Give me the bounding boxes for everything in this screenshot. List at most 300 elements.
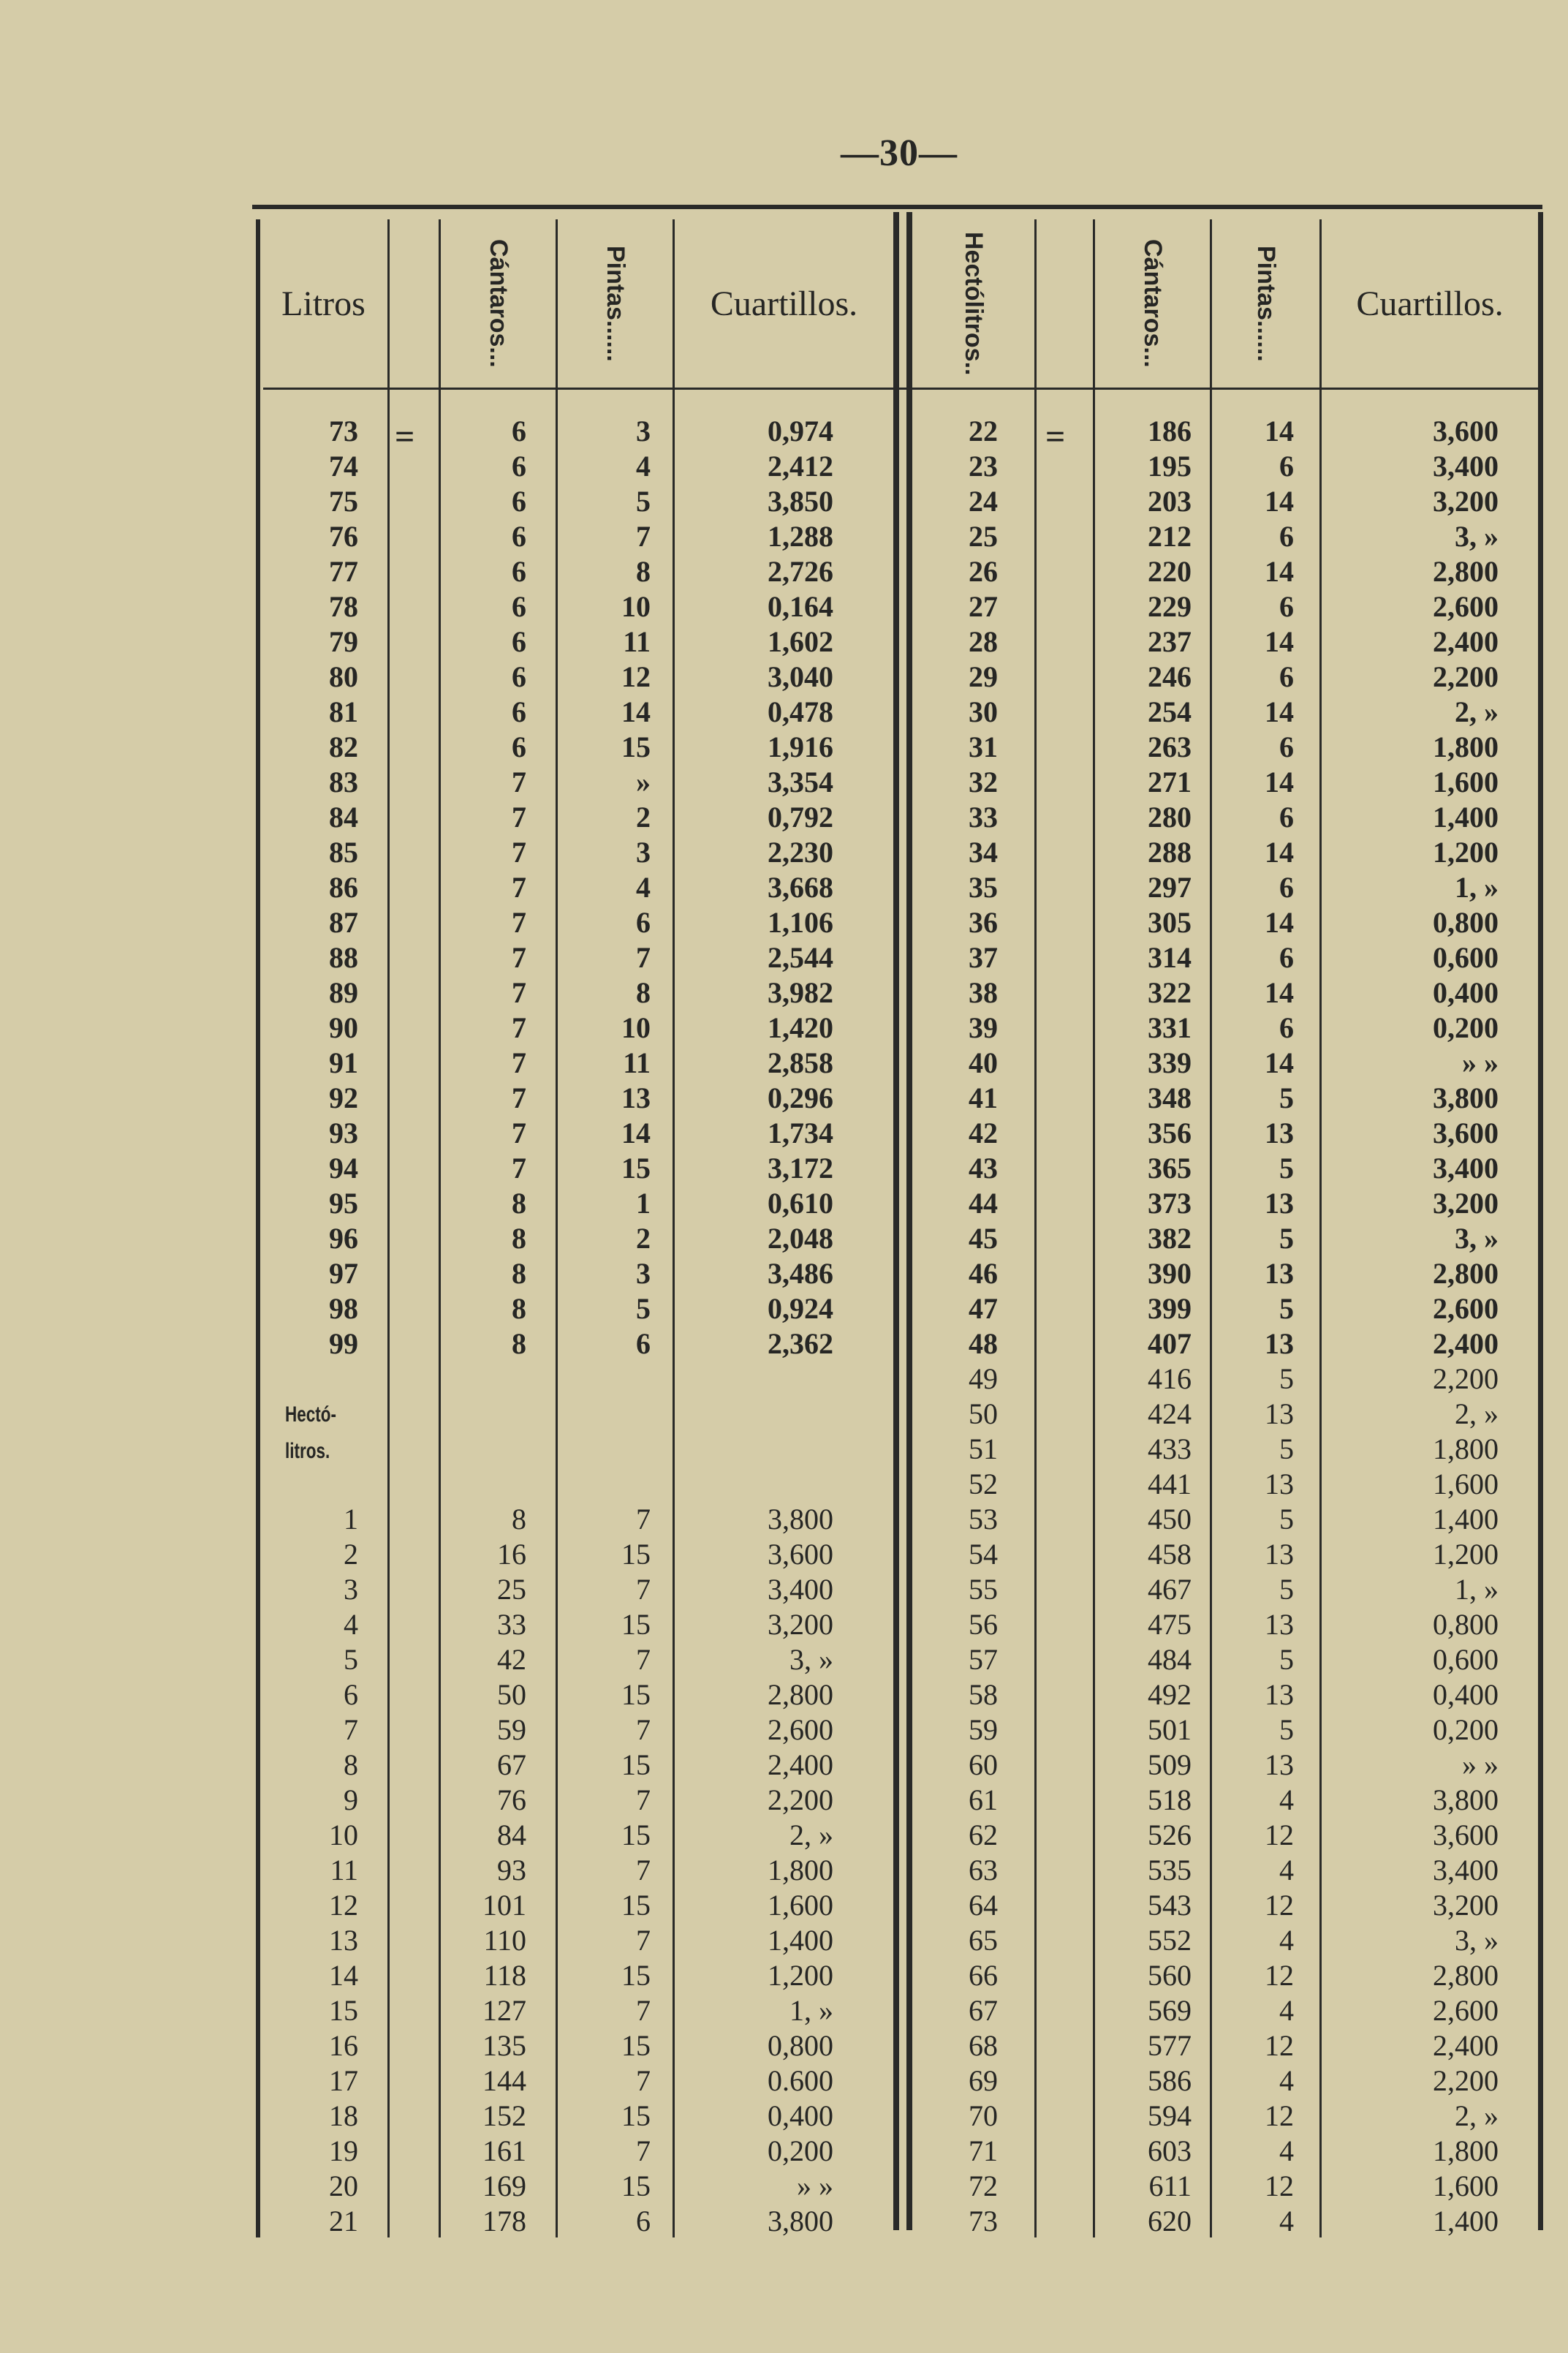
cuartillos-cell: 3, »	[1455, 1924, 1499, 1957]
litros-cell: 19	[329, 2134, 358, 2167]
cantaros-cell: 577	[1148, 2029, 1192, 2062]
cantaros-cell: 535	[1148, 1854, 1192, 1886]
cuartillos-cell: » »	[1462, 1046, 1499, 1079]
cuartillos-cell: 0,600	[1433, 1643, 1499, 1676]
hectolitros-cell: 40	[969, 1046, 998, 1079]
cantaros-cell: 203	[1148, 485, 1192, 518]
hectolitros-cell: 63	[969, 1854, 998, 1886]
pintas-cell: 5	[1279, 1222, 1294, 1255]
cantaros-cell: 169	[482, 2169, 526, 2202]
equals-sign-right: =	[1045, 418, 1066, 456]
litros-cell: 82	[329, 730, 358, 763]
cuartillos-cell	[702, 1361, 833, 1397]
hectolitros-cell: 30	[969, 695, 998, 728]
pintas-cell: 7	[636, 2134, 651, 2167]
hectolitros-label-line: Hectó-	[285, 1402, 337, 1427]
pintas-cell: 14	[1265, 766, 1294, 798]
cantaros-cell: 8	[512, 1222, 526, 1255]
pintas-cell: 12	[1265, 1959, 1294, 1992]
cuartillos-cell: 2,362	[768, 1327, 833, 1360]
cantaros-cell: 297	[1148, 871, 1192, 904]
hectolitros-cell: 67	[969, 1994, 998, 2027]
pintas-cell: 13	[1265, 1117, 1294, 1149]
cantaros-cell: 586	[1148, 2064, 1192, 2097]
litros-cell	[263, 1467, 358, 1502]
cantaros-cell: 509	[1148, 1748, 1192, 1781]
cuartillos-cell: 1,800	[1433, 2134, 1499, 2167]
pintas-cell: 13	[1265, 1748, 1294, 1781]
cantaros-cell	[439, 1467, 526, 1502]
hectolitros-cell: 71	[969, 2134, 998, 2167]
pintas-cell: 13	[1265, 1678, 1294, 1711]
cuartillos-cell: 2,200	[1433, 1362, 1499, 1395]
cuartillos-cell: 2,858	[768, 1046, 833, 1079]
cuartillos-cell: 1,106	[768, 906, 833, 939]
cuartillos-cell: 1, »	[789, 1994, 833, 2027]
cuartillos-cell: 0,200	[768, 2134, 833, 2167]
hectolitros-cell: 64	[969, 1889, 998, 1922]
hectolitros-cell: 68	[969, 2029, 998, 2062]
pintas-cell: 13	[1265, 1608, 1294, 1641]
header-litros: Litros	[281, 284, 366, 323]
cantaros-cell: 8	[512, 1503, 526, 1536]
cuartillos-cell: 1,288	[768, 520, 833, 553]
cantaros-cell: 424	[1148, 1397, 1192, 1430]
cuartillos-cell: 1, »	[1455, 871, 1499, 904]
pintas-cell: 7	[636, 1783, 651, 1816]
litros-cell	[263, 1397, 358, 1432]
header-hectolitros-text: Hectólitros..	[960, 231, 988, 376]
hectolitros-cell: 29	[969, 660, 998, 693]
cantaros-cell: 237	[1148, 625, 1192, 658]
header-pintas-left	[558, 227, 673, 380]
cuartillos-cell: 2,230	[768, 836, 833, 869]
litros-cell: 90	[329, 1011, 358, 1044]
cuartillos-cell: 3,486	[768, 1257, 833, 1290]
pintas-cell: 13	[1265, 1187, 1294, 1220]
pintas-cell: 7	[636, 1713, 651, 1746]
pintas-cell	[556, 1432, 651, 1467]
column-divider	[1538, 212, 1543, 2230]
litros-cell: 87	[329, 906, 358, 939]
hectolitros-cell: 49	[969, 1362, 998, 1395]
hectolitros-cell: 45	[969, 1222, 998, 1255]
header-cuartillos-left: Cuartillos.	[710, 284, 858, 323]
litros-cell: 20	[329, 2169, 358, 2202]
cuartillos-cell: 3,800	[768, 1503, 833, 1536]
cuartillos-cell: 1,600	[768, 1889, 833, 1922]
litros-cell: 98	[329, 1292, 358, 1325]
cantaros-cell: 42	[497, 1643, 526, 1676]
hectolitros-cell: 61	[969, 1783, 998, 1816]
pintas-cell: 5	[1279, 1292, 1294, 1325]
column-divider	[1034, 219, 1037, 2237]
pintas-cell: 15	[621, 1818, 651, 1851]
cuartillos-cell: 1,400	[1433, 801, 1499, 834]
header-cantaros-left-text: Cántaros...	[485, 239, 512, 368]
hectolitros-cell: 39	[969, 1011, 998, 1044]
litros-cell: 93	[329, 1117, 358, 1149]
pintas-cell: 7	[636, 1854, 651, 1886]
litros-cell: 12	[329, 1889, 358, 1922]
cuartillos-cell	[702, 1432, 833, 1467]
cantaros-cell: 7	[512, 766, 526, 798]
pintas-cell: 6	[1279, 871, 1294, 904]
pintas-cell: 7	[636, 2064, 651, 2097]
cantaros-cell: 7	[512, 836, 526, 869]
cuartillos-cell: 0,200	[1433, 1713, 1499, 1746]
cantaros-cell: 8	[512, 1292, 526, 1325]
cantaros-cell: 8	[512, 1327, 526, 1360]
cuartillos-cell: 2,800	[1433, 1257, 1499, 1290]
pintas-cell: 5	[1279, 1152, 1294, 1185]
pintas-cell: 4	[1279, 1854, 1294, 1886]
cuartillos-cell: 2,600	[1433, 590, 1499, 623]
pintas-cell: 14	[1265, 906, 1294, 939]
cuartillos-cell: 2,400	[1433, 2029, 1499, 2062]
pintas-cell: 5	[1279, 1432, 1294, 1465]
cuartillos-cell: 1,600	[1433, 766, 1499, 798]
cantaros-cell: 271	[1148, 766, 1192, 798]
cuartillos-cell: 1,420	[768, 1011, 833, 1044]
pintas-cell: 5	[1279, 1643, 1294, 1676]
cuartillos-cell: 1,916	[768, 730, 833, 763]
cantaros-cell: 501	[1148, 1713, 1192, 1746]
pintas-cell: 6	[1279, 941, 1294, 974]
cantaros-cell: 152	[482, 2099, 526, 2132]
cuartillos-cell: 3,400	[768, 1573, 833, 1606]
cuartillos-cell: 1, »	[1455, 1573, 1499, 1606]
cuartillos-cell: 1,600	[1433, 1468, 1499, 1500]
cuartillos-cell: 2,400	[1433, 1327, 1499, 1360]
cantaros-cell: 6	[512, 590, 526, 623]
pintas-cell: 7	[636, 941, 651, 974]
hectolitros-cell: 60	[969, 1748, 998, 1781]
header-pintas-right	[1212, 227, 1319, 380]
cantaros-cell: 6	[512, 555, 526, 588]
pintas-cell: 3	[636, 415, 651, 447]
header-rule	[263, 388, 1539, 390]
cantaros-cell: 288	[1148, 836, 1192, 869]
cantaros-cell: 246	[1148, 660, 1192, 693]
cuartillos-cell: 1,800	[1433, 730, 1499, 763]
cantaros-cell: 7	[512, 976, 526, 1009]
cantaros-cell: 322	[1148, 976, 1192, 1009]
cantaros-cell: 611	[1148, 2169, 1192, 2202]
cantaros-cell: 33	[497, 1608, 526, 1641]
pintas-cell: 15	[621, 1538, 651, 1571]
litros-cell: 9	[344, 1783, 358, 1816]
cantaros-cell: 7	[512, 1081, 526, 1114]
hectolitros-cell: 41	[969, 1081, 998, 1114]
litros-cell: 83	[329, 766, 358, 798]
cuartillos-cell: 2, »	[789, 1818, 833, 1851]
cuartillos-cell: 2,600	[1433, 1994, 1499, 2027]
column-divider	[1093, 219, 1095, 2237]
hectolitros-cell: 70	[969, 2099, 998, 2132]
cuartillos-cell: 0,200	[1433, 1011, 1499, 1044]
hectolitros-cell: 44	[969, 1187, 998, 1220]
pintas-cell: 12	[1265, 2029, 1294, 2062]
cantaros-cell: 305	[1148, 906, 1192, 939]
litros-cell: 16	[329, 2029, 358, 2062]
cantaros-cell: 67	[497, 1748, 526, 1781]
cantaros-cell: 161	[482, 2134, 526, 2167]
hectolitros-cell: 50	[969, 1397, 998, 1430]
cuartillos-cell: 2,200	[1433, 2064, 1499, 2097]
cantaros-cell: 110	[483, 1924, 526, 1957]
pintas-cell: 6	[1279, 590, 1294, 623]
litros-cell: 84	[329, 801, 358, 834]
pintas-cell: 3	[636, 836, 651, 869]
pintas-cell: 15	[621, 730, 651, 763]
litros-cell: 11	[330, 1854, 358, 1886]
litros-cell: 79	[329, 625, 358, 658]
pintas-cell: 14	[621, 1117, 651, 1149]
pintas-cell: 7	[636, 1573, 651, 1606]
cuartillos-cell: 3,600	[1433, 415, 1499, 447]
pintas-cell: 7	[636, 520, 651, 553]
cuartillos-cell: 2,600	[768, 1713, 833, 1746]
cuartillos-cell: 0,478	[768, 695, 833, 728]
cantaros-cell: 560	[1148, 1959, 1192, 1992]
cantaros-cell: 6	[512, 660, 526, 693]
litros-cell: 17	[329, 2064, 358, 2097]
hectolitros-cell: 43	[969, 1152, 998, 1185]
pintas-cell: 5	[1279, 1362, 1294, 1395]
hectolitros-cell: 35	[969, 871, 998, 904]
pintas-cell: 4	[1279, 2205, 1294, 2237]
hectolitros-cell: 69	[969, 2064, 998, 2097]
hectolitros-cell: 59	[969, 1713, 998, 1746]
pintas-cell: 5	[636, 1292, 651, 1325]
cuartillos-cell: 3,400	[1433, 1854, 1499, 1886]
hectolitros-cell: 62	[969, 1818, 998, 1851]
cantaros-cell: 7	[512, 1011, 526, 1044]
cuartillos-cell: 3,850	[768, 485, 833, 518]
cantaros-cell: 118	[483, 1959, 526, 1992]
hectolitros-cell: 26	[969, 555, 998, 588]
cuartillos-cell: 3,200	[1433, 485, 1499, 518]
pintas-cell: 4	[1279, 1783, 1294, 1816]
litros-cell: 94	[329, 1152, 358, 1185]
cuartillos-cell	[702, 1397, 833, 1432]
hectolitros-cell: 57	[969, 1643, 998, 1676]
equals-sign-left: =	[395, 418, 415, 456]
pintas-cell: 4	[1279, 1924, 1294, 1957]
pintas-cell: 2	[636, 801, 651, 834]
hectolitros-cell: 34	[969, 836, 998, 869]
cuartillos-cell: 0,974	[768, 415, 833, 447]
cuartillos-cell: 2,400	[1433, 625, 1499, 658]
cantaros-cell: 229	[1148, 590, 1192, 623]
cantaros-cell: 603	[1148, 2134, 1192, 2167]
cuartillos-cell: 1,400	[1433, 2205, 1499, 2237]
cantaros-cell: 484	[1148, 1643, 1192, 1676]
pintas-cell: 5	[636, 485, 651, 518]
litros-cell: 80	[329, 660, 358, 693]
column-divider	[673, 219, 675, 2237]
cuartillos-cell: 1,600	[1433, 2169, 1499, 2202]
cuartillos-cell: 2, »	[1455, 1397, 1499, 1430]
cuartillos-cell: 0,164	[768, 590, 833, 623]
pintas-cell: 15	[621, 2099, 651, 2132]
cantaros-cell: 7	[512, 801, 526, 834]
cuartillos-cell: 1,200	[1433, 1538, 1499, 1571]
cantaros-cell: 16	[497, 1538, 526, 1571]
pintas-cell: 6	[1279, 520, 1294, 553]
cantaros-cell: 50	[497, 1678, 526, 1711]
cantaros-cell: 492	[1148, 1678, 1192, 1711]
pintas-cell: 5	[1279, 1573, 1294, 1606]
cantaros-cell: 7	[512, 871, 526, 904]
pintas-cell: 15	[621, 1889, 651, 1922]
cantaros-cell: 220	[1148, 555, 1192, 588]
cantaros-cell	[439, 1432, 526, 1467]
column-divider	[1319, 219, 1322, 2237]
hectolitros-cell: 25	[969, 520, 998, 553]
cuartillos-cell: 0,400	[1433, 976, 1499, 1009]
cantaros-cell: 7	[512, 941, 526, 974]
pintas-cell: 5	[1279, 1081, 1294, 1114]
cantaros-cell: 518	[1148, 1783, 1192, 1816]
cantaros-cell: 59	[497, 1713, 526, 1746]
litros-cell: 91	[329, 1046, 358, 1079]
pintas-cell: 12	[621, 660, 651, 693]
hectolitros-cell: 42	[969, 1117, 998, 1149]
pintas-cell: 6	[1279, 450, 1294, 483]
litros-cell: 21	[329, 2205, 358, 2237]
pintas-cell: 12	[1265, 1889, 1294, 1922]
header-hectolitros	[912, 227, 1034, 380]
column-divider-double	[906, 212, 912, 2230]
litros-cell: 74	[329, 450, 358, 483]
cantaros-cell: 552	[1148, 1924, 1192, 1957]
header-cuartillos-right: Cuartillos.	[1356, 284, 1504, 323]
cuartillos-cell: 3,400	[1433, 450, 1499, 483]
cantaros-cell: 84	[497, 1818, 526, 1851]
cantaros-cell: 263	[1148, 730, 1192, 763]
cuartillos-cell: 1,734	[768, 1117, 833, 1149]
pintas-cell: 13	[1265, 1327, 1294, 1360]
cuartillos-cell: 1,602	[768, 625, 833, 658]
cantaros-cell: 7	[512, 1117, 526, 1149]
hectolitros-cell: 72	[969, 2169, 998, 2202]
cantaros-cell: 6	[512, 625, 526, 658]
cantaros-cell: 7	[512, 1046, 526, 1079]
cantaros-cell: 339	[1148, 1046, 1192, 1079]
column-divider	[1210, 219, 1212, 2237]
litros-cell: 95	[329, 1187, 358, 1220]
pintas-cell: 7	[636, 1994, 651, 2027]
cantaros-cell: 526	[1148, 1818, 1192, 1851]
cantaros-cell: 186	[1148, 415, 1192, 447]
cantaros-cell: 407	[1148, 1327, 1192, 1360]
pintas-cell: 4	[636, 871, 651, 904]
pintas-cell: 6	[1279, 1011, 1294, 1044]
cuartillos-cell: 0,792	[768, 801, 833, 834]
litros-cell: 86	[329, 871, 358, 904]
litros-cell: 2	[344, 1538, 358, 1571]
cuartillos-cell: 3,600	[1433, 1117, 1499, 1149]
cantaros-cell: 6	[512, 415, 526, 447]
cantaros-cell: 348	[1148, 1081, 1192, 1114]
cantaros-cell: 450	[1148, 1503, 1192, 1536]
cuartillos-cell: 3,800	[768, 2205, 833, 2237]
pintas-cell: 6	[636, 906, 651, 939]
litros-cell: 18	[329, 2099, 358, 2132]
cantaros-cell: 314	[1148, 941, 1192, 974]
pintas-cell: 14	[1265, 625, 1294, 658]
pintas-cell: 7	[636, 1924, 651, 1957]
cuartillos-cell: 0,924	[768, 1292, 833, 1325]
hectolitros-cell: 28	[969, 625, 998, 658]
cantaros-cell: 467	[1148, 1573, 1192, 1606]
pintas-cell: 5	[1279, 1503, 1294, 1536]
hectolitros-cell: 58	[969, 1678, 998, 1711]
header-pintas-right-text: Pintas......	[1252, 245, 1280, 362]
pintas-cell: 15	[621, 1678, 651, 1711]
pintas-cell: 6	[1279, 801, 1294, 834]
cuartillos-cell: 3,668	[768, 871, 833, 904]
pintas-cell: 13	[1265, 1468, 1294, 1500]
cuartillos-cell: 2,800	[1433, 555, 1499, 588]
pintas-cell	[556, 1397, 651, 1432]
hectolitros-cell: 38	[969, 976, 998, 1009]
cantaros-cell: 7	[512, 1152, 526, 1185]
hectolitros-cell: 23	[969, 450, 998, 483]
cuartillos-cell: 3,354	[768, 766, 833, 798]
cuartillos-cell: 0,610	[768, 1187, 833, 1220]
page-number: —30—	[841, 132, 958, 174]
pintas-cell: 14	[1265, 1046, 1294, 1079]
pintas-cell	[556, 1361, 651, 1397]
pintas-cell: 4	[1279, 1994, 1294, 2027]
litros-cell: 4	[344, 1608, 358, 1641]
pintas-cell: 15	[621, 1748, 651, 1781]
cantaros-cell: 6	[512, 485, 526, 518]
cuartillos-cell: 3,200	[1433, 1889, 1499, 1922]
cantaros-cell: 373	[1148, 1187, 1192, 1220]
pintas-cell: »	[636, 766, 651, 798]
cantaros-cell: 475	[1148, 1608, 1192, 1641]
pintas-cell: 6	[636, 2205, 651, 2237]
pintas-cell: 6	[1279, 660, 1294, 693]
litros-cell: 3	[344, 1573, 358, 1606]
litros-cell: 7	[344, 1713, 358, 1746]
cuartillos-cell: 2,048	[768, 1222, 833, 1255]
litros-cell: 13	[329, 1924, 358, 1957]
hectolitros-cell: 31	[969, 730, 998, 763]
cantaros-cell: 93	[497, 1854, 526, 1886]
litros-cell: 88	[329, 941, 358, 974]
cantaros-cell: 76	[497, 1783, 526, 1816]
column-divider	[387, 219, 390, 2237]
pintas-cell: 7	[636, 1643, 651, 1676]
hectolitros-cell: 22	[969, 415, 998, 447]
cuartillos-cell: 2,412	[768, 450, 833, 483]
cuartillos-cell: 2,544	[768, 941, 833, 974]
cantaros-cell: 101	[482, 1889, 526, 1922]
cantaros-cell: 399	[1148, 1292, 1192, 1325]
cuartillos-cell: 0,296	[768, 1081, 833, 1114]
header-pintas-left-text: Pintas......	[602, 245, 629, 362]
hectolitros-cell: 47	[969, 1292, 998, 1325]
hectolitros-cell: 73	[969, 2205, 998, 2237]
litros-cell: 1	[344, 1503, 358, 1536]
cuartillos-cell: 3,600	[768, 1538, 833, 1571]
hectolitros-cell: 54	[969, 1538, 998, 1571]
